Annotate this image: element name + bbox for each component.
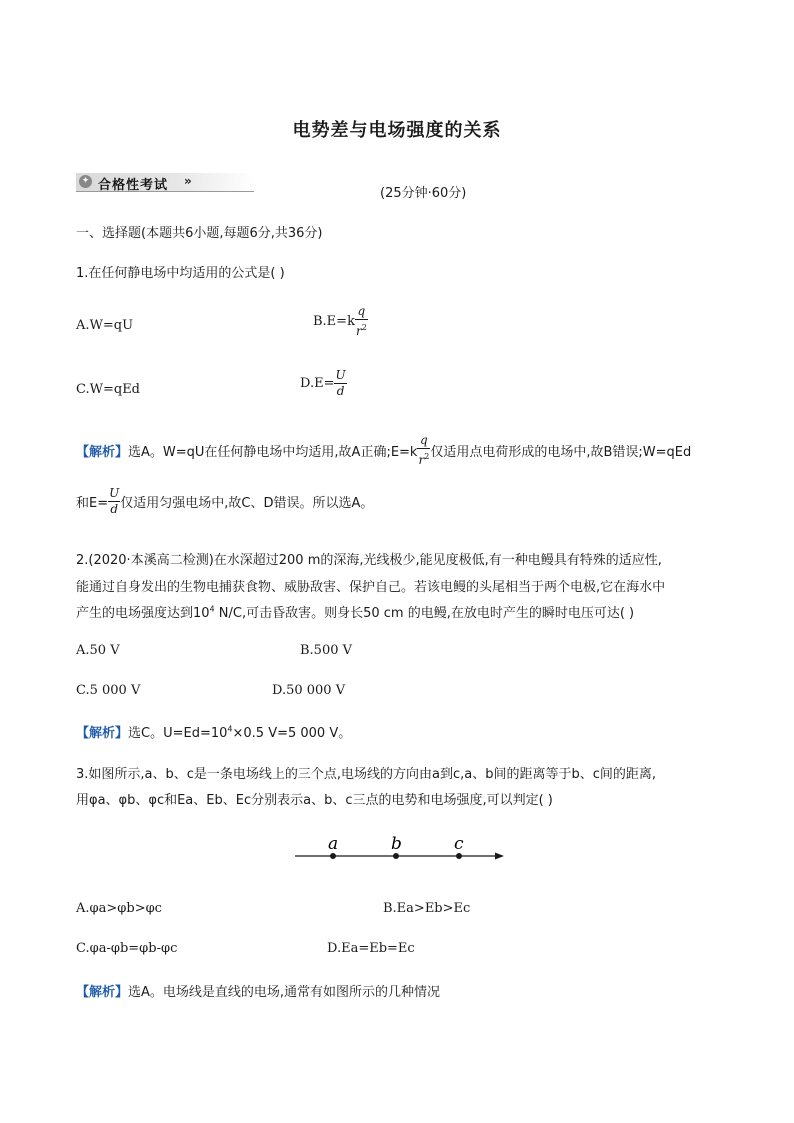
field-line-figure <box>290 830 510 866</box>
label-a: a <box>328 834 339 854</box>
arrow-head-icon <box>495 853 504 860</box>
double-arrow-icon: » <box>184 174 192 188</box>
q3-option-a: A.φa>φb>φc <box>76 901 162 916</box>
fraction-numerator: U <box>335 368 346 382</box>
q2-option-b: B.500 V <box>300 643 353 658</box>
q3-option-d: D.Ea=Eb=Ec <box>327 941 415 956</box>
q2-option-d: D.50 000 V <box>272 683 346 698</box>
q1-option-b-fraction <box>355 304 368 339</box>
exponent: 4 <box>209 604 215 614</box>
analysis-tag: 【解析】 <box>76 726 129 741</box>
section-label: 合格性考试 <box>98 178 169 193</box>
time-score: (25分钟·60分) <box>380 186 467 201</box>
q1-analysis-line2 <box>76 486 373 517</box>
fraction-exponent: 2 <box>361 323 367 332</box>
q1-option-d-prefix: D.E= <box>300 376 335 391</box>
stem-text: N/C,可击昏敌害。则身长50 cm 的电鳗,在放电时产生的瞬时电压可达( ) <box>214 606 635 621</box>
analysis-text: ×0.5 V=5 000 V。 <box>232 726 352 741</box>
fraction-exponent: 2 <box>424 452 430 461</box>
lightbulb-icon: ✦ <box>79 175 92 188</box>
fraction-numerator: U <box>109 486 120 500</box>
fraction-denominator: d <box>334 383 346 399</box>
analysis-text: 仅适用匀强电场中,故C、D错误。所以选A。 <box>120 496 374 511</box>
fraction-numerator: q <box>420 433 428 447</box>
q2-analysis <box>76 722 351 741</box>
q3-option-b: B.Ea>Eb>Ec <box>383 901 471 916</box>
exponent: 4 <box>227 724 233 734</box>
fraction-denominator: r <box>418 453 425 467</box>
q1-option-d-fraction <box>334 368 346 399</box>
label-b: b <box>391 834 402 854</box>
page-title: 电势差与电场强度的关系 <box>292 120 502 141</box>
q2-option-c: C.5 000 V <box>76 683 141 698</box>
q3-analysis <box>76 981 440 1000</box>
fraction-denominator: r <box>355 324 362 338</box>
fraction-denominator: d <box>108 501 120 517</box>
analysis-text: 选A。W=qU在任何静电场中均适用,故A正确;E=k <box>128 445 418 460</box>
q1-analysis-line1 <box>76 433 691 468</box>
analysis-text: 和E= <box>76 496 109 511</box>
part-heading: 一、选择题(本题共6小题,每题6分,共36分) <box>76 226 323 241</box>
inline-fraction <box>108 486 120 517</box>
q2-option-a: A.50 V <box>76 643 120 658</box>
analysis-tag: 【解析】 <box>76 985 129 1000</box>
q3-stem-line2: 用φa、φb、φc和Ea、Eb、Ec分别表示a、b、c三点的电势和电场强度,可以判定( ) <box>76 793 553 808</box>
analysis-text: 选A。电场线是直线的电场,通常有如图所示的几种情况 <box>128 985 441 1000</box>
q1-option-b-prefix: B.E=k <box>313 314 355 329</box>
fraction-numerator: q <box>357 304 366 318</box>
q2-stem-line1: 2.(2020·本溪高二检测)在水深超过200 m的深海,光线极少,能见度极低,有一种电鳗具有特殊的适应性, <box>76 553 662 568</box>
q1-option-a: A.W=qU <box>76 318 134 333</box>
analysis-text: 仅适用点电荷形成的电场中,故B错误;W=qEd <box>430 445 692 460</box>
inline-fraction <box>417 433 430 468</box>
q3-stem-line1: 3.如图所示,a、b、c是一条电场线上的三个点,电场线的方向由a到c,a、b间的距离等于b、c间的距离, <box>76 767 657 782</box>
analysis-text: 选C。U=Ed=10 <box>128 726 228 741</box>
q2-stem-line3 <box>76 602 634 621</box>
q2-stem-line2: 能通过自身发出的生物电捕获食物、威胁敌害、保护自己。若该电鳗的头尾相当于两个电极,它在海水中 <box>76 580 666 595</box>
section-banner <box>76 173 254 193</box>
q1-option-d <box>300 368 347 399</box>
q1-stem: 1.在任何静电场中均适用的公式是( ) <box>76 266 285 281</box>
q3-option-c: C.φa-φb=φb-φc <box>76 941 178 956</box>
q1-option-b <box>313 304 368 339</box>
stem-text: 产生的电场强度达到10 <box>76 606 210 621</box>
analysis-tag: 【解析】 <box>76 445 129 460</box>
label-c: c <box>454 834 464 854</box>
q1-option-c: C.W=qEd <box>76 382 141 397</box>
